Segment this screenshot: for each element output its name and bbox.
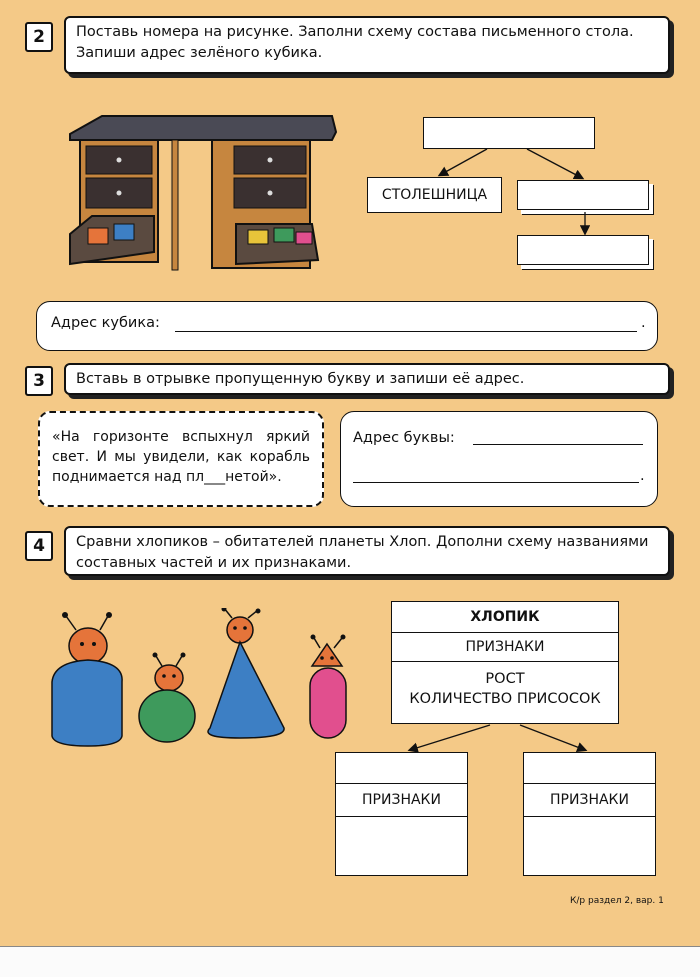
khlopik-feature-1: РОСТ	[485, 671, 525, 687]
task-instruction: Поставь номера на рисунке. Заполни схему состава письменного стола. Запиши адрес зелёного кубика.	[64, 16, 670, 74]
address-dot: .	[641, 315, 646, 331]
quote-box	[38, 411, 324, 507]
letter-address-dot: .	[640, 468, 645, 484]
address-label: Адрес кубика:	[51, 315, 160, 331]
task-number: 2	[25, 22, 53, 52]
khlopik-feature-2: КОЛИЧЕСТВО ПРИСОСОК	[409, 691, 601, 707]
letter-address-line-1[interactable]	[473, 444, 643, 445]
part-left-box	[335, 752, 468, 876]
khlopik-title: ХЛОПИК	[392, 602, 618, 633]
task-instruction: Сравни хлопиков – обитателей планеты Хлоп. Дополни схему названиями составных частей и их признаками.	[64, 526, 670, 576]
part-right-box	[523, 752, 656, 876]
khlopik-features-label: ПРИЗНАКИ	[392, 633, 618, 662]
scheme-arrows	[0, 0, 700, 300]
part-right-features-label: ПРИЗНАКИ	[524, 784, 655, 817]
part-left-name[interactable]	[336, 753, 467, 784]
address-box	[36, 301, 658, 351]
scheme-part-label: СТОЛЕШНИЦА	[381, 187, 488, 203]
part-right-features[interactable]	[524, 817, 655, 875]
task-number: 3	[25, 366, 53, 396]
letter-address-line-2[interactable]	[353, 482, 639, 483]
part-left-features-label: ПРИЗНАКИ	[336, 784, 467, 817]
part-right-name[interactable]	[524, 753, 655, 784]
khlopik-scheme-arrows	[0, 700, 700, 760]
part-left-features[interactable]	[336, 817, 467, 875]
letter-address-label: Адрес буквы:	[353, 430, 455, 446]
task-instruction: Вставь в отрывке пропущенную букву и запиши её адрес.	[64, 363, 670, 395]
letter-address-box	[340, 411, 658, 507]
quote-text: «На горизонте вспыхнул яркий свет. И мы увидели, как корабль поднимается над пл___нетой».	[52, 429, 310, 485]
page-bottom	[0, 947, 700, 977]
address-input-line[interactable]	[175, 331, 637, 332]
page-footer: К/р раздел 2, вар. 1	[570, 896, 664, 906]
task-number: 4	[25, 531, 53, 561]
